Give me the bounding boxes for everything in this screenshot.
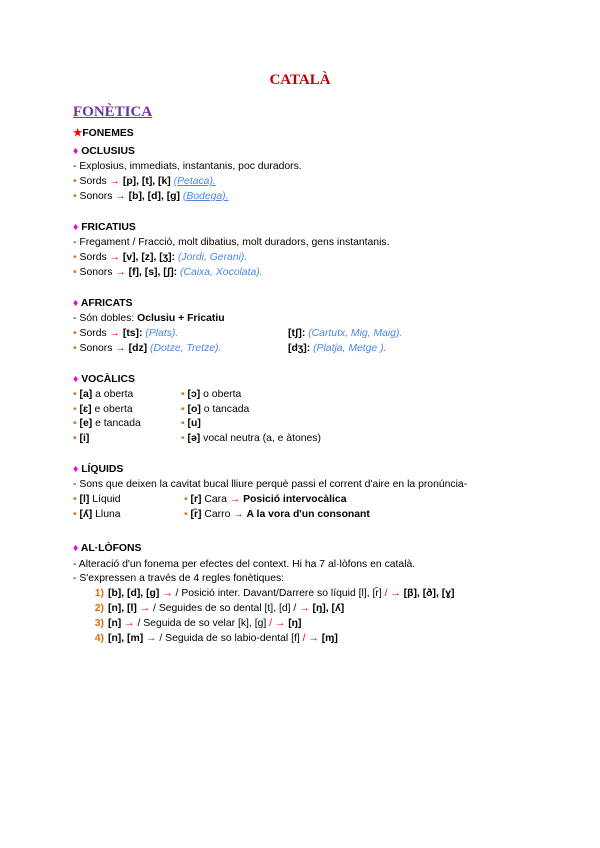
liquid-l: • [l] Líquid	[73, 494, 121, 505]
allofons-desc-1: - Alteració d'un fonema per efectes del context. Hi ha 7 al·lòfons en català.	[73, 559, 416, 570]
rule-item: 3) [n] → / Seguida de so velar [k], [g] / → [ŋ]	[94, 618, 302, 629]
bullet-icon: •	[73, 343, 77, 354]
vocalic-item: • [e] e tancada	[73, 418, 141, 429]
oclusius-heading: ♦ OCLUSIUS	[73, 146, 135, 157]
bullet-icon: •	[73, 267, 77, 278]
star-icon: ★	[73, 128, 83, 139]
oclusius-sonors: • Sonors → [b], [d], [g] (Bodega).	[73, 191, 229, 202]
bullet-icon: •	[73, 252, 77, 263]
vocalic-item: • [ɛ] e oberta	[73, 404, 133, 415]
vocalics-heading: ♦ VOCÀLICS	[73, 374, 135, 385]
vocalic-item: • [a] a oberta	[73, 389, 134, 400]
fricatius-heading: ♦ FRICATIUS	[73, 222, 136, 233]
liquid-rr: • [r̄] Carro → A la vora d'un consonant	[184, 509, 370, 520]
bullet-icon: •	[73, 191, 77, 202]
liquid-r: • [r] Cara → Posició intervocàlica	[184, 494, 347, 505]
arrow-icon: →	[233, 509, 244, 520]
fonemes-heading: ★FONEMES	[73, 128, 134, 139]
arrow-icon: →	[109, 176, 120, 187]
vocalic-item: • [ɔ] o oberta	[181, 389, 242, 400]
arrow-icon: →	[229, 494, 241, 505]
bullet-icon: •	[73, 176, 77, 187]
bullet-icon: •	[73, 328, 77, 339]
diamond-icon: ♦	[73, 222, 79, 233]
oclusius-sords: • Sords → [p], [t], [k] (Petaca).	[73, 176, 216, 187]
liquids-heading: ♦ LÍQUIDS	[73, 464, 124, 475]
vocalic-item: • [ə] vocal neutra (a, e àtones)	[181, 433, 321, 444]
liquid-ll: • [ʎ] Lluna	[73, 509, 121, 520]
arrow-icon: →	[115, 343, 126, 354]
africats-desc: - Són dobles: Oclusiu + Fricatiu	[73, 313, 225, 324]
rule-item: 2) [n], [l] → / Seguides de so dental [t], [d] / → [ŋ], [ʎ]	[94, 603, 345, 614]
arrow-icon: →	[115, 191, 126, 202]
africats-sonors-2: [dʒ]: (Platja, Metge ).	[288, 343, 387, 354]
allofons-desc-2: - S'expressen a través de 4 regles fonètiques:	[73, 573, 285, 584]
rule-item: 4) [n], [m] → / Seguida de so labio-dental [f] / → [ɱ]	[94, 633, 338, 644]
africats-heading: ♦ AFRICATS	[73, 298, 133, 309]
section-heading: FONÈTICA	[73, 104, 153, 120]
arrow-icon: →	[115, 267, 126, 278]
diamond-icon: ♦	[73, 464, 79, 475]
vocalic-item: • [i]	[73, 433, 90, 444]
vocalic-item: • [u]	[181, 418, 201, 429]
rule-item: 1) [b], [d], [g] → / Posició inter. Davant/Darrere so líquid [l], [r̄] / → [β], [ð], [ɣ]	[94, 588, 455, 599]
page-title: CATALÀ	[269, 72, 331, 88]
liquids-desc: - Sons que deixen la cavitat bucal lliure perquè passi el corrent d'aire en la pronúncia-	[73, 479, 468, 490]
africats-sords: • Sords → [ts]: (Plats).	[73, 328, 179, 339]
diamond-icon: ♦	[73, 298, 79, 309]
allofons-heading: ♦ AL·LÒFONS	[73, 543, 142, 554]
oclusius-desc: - Explosius, immediats, instantanis, poc duradors.	[73, 161, 302, 172]
diamond-icon: ♦	[73, 543, 79, 554]
vocalic-item: • [o] o tancada	[181, 404, 250, 415]
arrow-icon: →	[109, 328, 120, 339]
fricatius-sonors: • Sonors → [f], [s], [ʃ]: (Caixa, Xocolata).	[73, 267, 263, 278]
diamond-icon: ♦	[73, 146, 79, 157]
africats-sonors: • Sonors → [dz] (Dotze, Tretze).	[73, 343, 222, 354]
fricatius-desc: - Fregament / Fracció, molt dibatius, molt duradors, gens instantanis.	[73, 237, 390, 248]
diamond-icon: ♦	[73, 374, 79, 385]
fricatius-sords: • Sords → [v], [z], [ʒ]: (Jordi, Gerani).	[73, 252, 248, 263]
arrow-icon: →	[109, 252, 120, 263]
africats-sords-2: [tʃ]: (Cartutx, Mig, Maig).	[288, 328, 403, 339]
